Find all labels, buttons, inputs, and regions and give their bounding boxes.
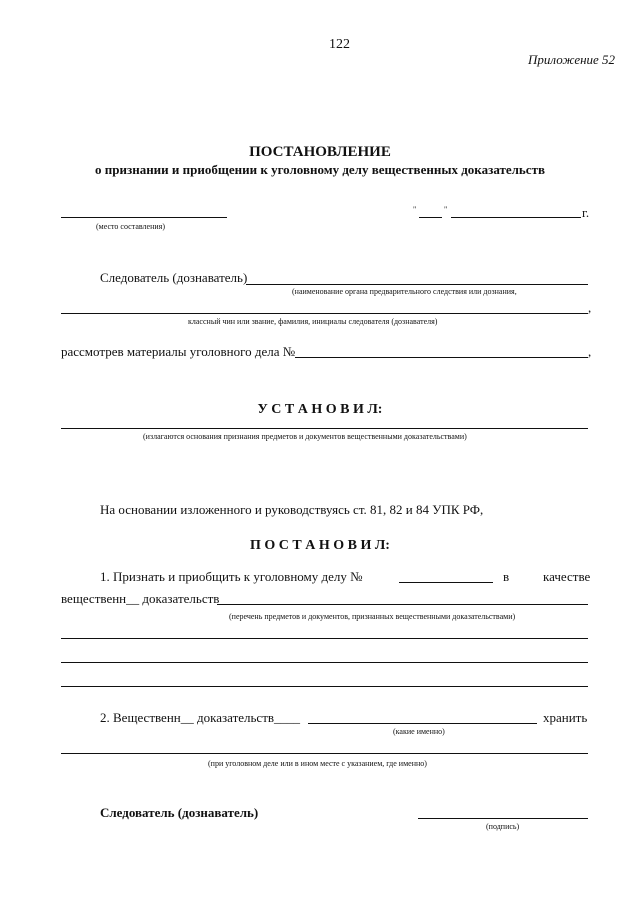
item1-v: в: [503, 569, 510, 584]
page-number: 122: [329, 37, 350, 52]
place-caption: (место составления): [96, 222, 165, 231]
signature-caption: (подпись): [486, 822, 520, 831]
where-caption: (при уголовном деле или в ином месте с указанием, где именно): [208, 759, 427, 768]
date-quote-open: ": [413, 205, 417, 214]
grounds-caption: (излагаются основания признания предметов и документов вещественными доказательствами): [143, 432, 467, 441]
investigator-rank-line[interactable]: [61, 313, 588, 314]
date-day-line[interactable]: [419, 217, 442, 218]
item2-which-line[interactable]: [308, 723, 537, 724]
item1-case-number-line[interactable]: [399, 582, 493, 583]
appendix-label: Приложение 52: [528, 52, 616, 67]
place-line[interactable]: [61, 217, 227, 218]
evidence-list-line-2[interactable]: [61, 638, 588, 639]
document-title: ПОСТАНОВЛЕНИЕ: [249, 144, 391, 160]
item1-text: 1. Признать и приобщить к уголовному делу №: [100, 569, 363, 584]
list-caption: (перечень предметов и документов, признанных вещественными доказательствами): [229, 612, 516, 621]
item1-quality: качестве: [543, 569, 591, 584]
document-subtitle: о признании и приобщении к уголовному делу вещественных доказательств: [95, 162, 545, 177]
reviewed-text: рассмотрев материалы уголовного дела №: [61, 344, 296, 359]
item2-store: хранить: [543, 710, 588, 725]
evidence-list-line-3[interactable]: [61, 662, 588, 663]
grounds-line[interactable]: [61, 428, 588, 429]
rank-comma: ,: [588, 300, 592, 315]
storage-place-line[interactable]: [61, 753, 588, 754]
established-heading: У С Т А Н О В И Л:: [257, 402, 383, 417]
investigator-label: Следователь (дознаватель): [100, 270, 248, 285]
rank-caption: классный чин или звание, фамилия, инициалы следователя (дознавателя): [188, 317, 438, 326]
resolved-heading: П О С Т А Н О В И Л:: [250, 538, 390, 553]
case-comma: ,: [588, 344, 592, 359]
item1-evidence: вещественн__ доказательств: [61, 591, 220, 606]
year-suffix: г.: [582, 205, 590, 220]
signature-line[interactable]: [418, 818, 588, 819]
which-caption: (какие именно): [393, 727, 445, 736]
basis-text: На основании изложенного и руководствуясь ст. 81, 82 и 84 УПК РФ,: [100, 502, 484, 517]
date-month-line[interactable]: [451, 217, 581, 218]
case-number-line[interactable]: [295, 357, 588, 358]
item2-text: 2. Вещественн__ доказательств____: [100, 710, 301, 725]
evidence-list-line-1[interactable]: [217, 604, 588, 605]
evidence-list-line-4[interactable]: [61, 686, 588, 687]
date-quote-close: ": [444, 205, 448, 214]
organ-caption: (наименование органа предварительного следствия или дознания,: [292, 287, 517, 296]
signature-label: Следователь (дознаватель): [100, 805, 259, 820]
investigator-organ-line[interactable]: [246, 284, 588, 285]
